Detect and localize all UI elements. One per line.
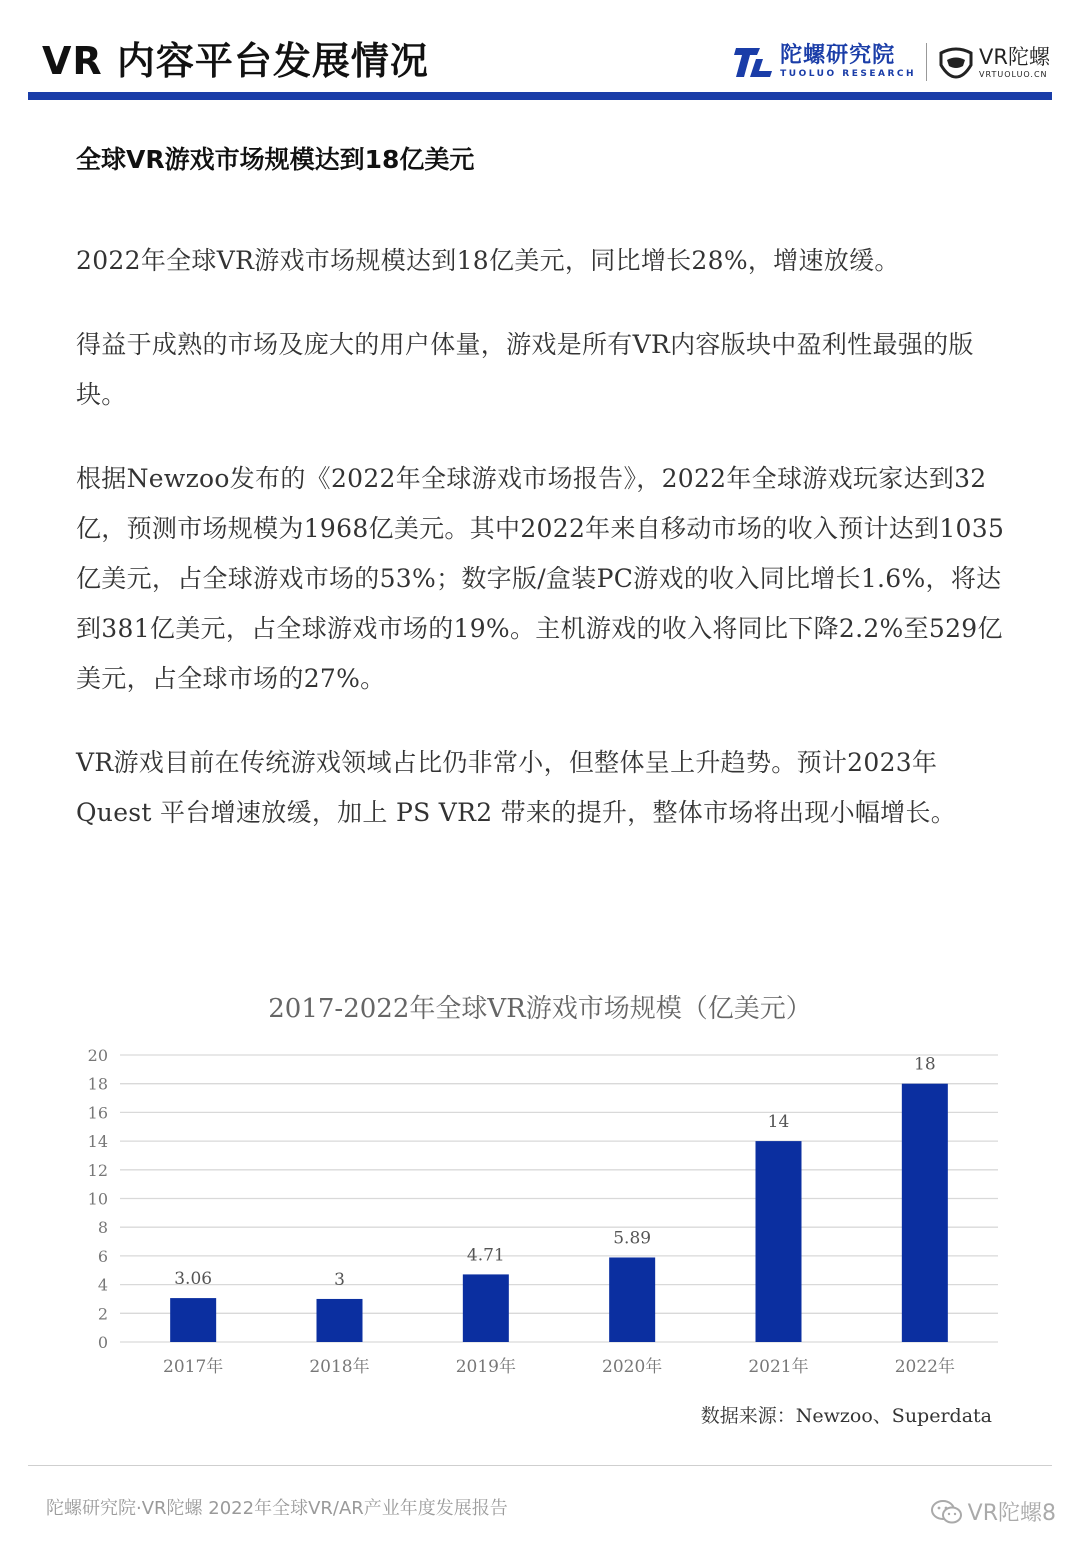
tuoluo-logo-cn: 陀螺研究院 [780, 43, 896, 68]
y-tick-label: 4 [97, 1275, 108, 1295]
bar-2021年 [756, 1141, 802, 1342]
y-tick-label: 18 [87, 1074, 108, 1094]
bar-value-label: 18 [914, 1054, 936, 1075]
chart-labels [88, 1046, 955, 1377]
y-tick-label: 6 [97, 1246, 108, 1266]
footer-rule [28, 1465, 1052, 1466]
wechat-account[interactable] [930, 1496, 1056, 1527]
page-title: VR 内容平台发展情况 [42, 39, 429, 83]
bar-2022年 [902, 1084, 948, 1342]
bar-chart-svg [60, 985, 1020, 1395]
chart-bars [170, 1084, 948, 1342]
x-tick-label: 2018年 [309, 1357, 370, 1377]
y-tick-label: 16 [87, 1103, 108, 1123]
bar-value-label: 5.89 [613, 1228, 652, 1249]
y-tick-label: 10 [87, 1189, 108, 1209]
page-header [0, 0, 1080, 105]
vrtuoluo-logo-en: VRTUOLUO.CN [979, 69, 1048, 79]
bar-value-label: 14 [767, 1112, 790, 1133]
vrtuoluo-logo-cn: VR陀螺 [979, 44, 1050, 69]
tuoluo-logo-en: TUOLUO RESEARCH [780, 69, 917, 79]
vrtuoluo-logo [937, 43, 1050, 81]
bar-2017年 [170, 1298, 216, 1342]
bar-2020年 [609, 1257, 655, 1342]
x-tick-label: 2022年 [894, 1357, 955, 1377]
paragraph-2: 得益于成熟的市场及庞大的用户体量，游戏是所有VR内容版块中盈利性最强的版块。 [76, 330, 974, 409]
chart-title: 2017-2022年全球VR游戏市场规模（亿美元） [268, 994, 812, 1024]
bar-chart [60, 985, 1020, 1435]
y-tick-label: 14 [87, 1132, 108, 1152]
bar-value-label: 3.06 [174, 1269, 213, 1290]
wechat-label: VR陀螺8 [967, 1501, 1056, 1526]
y-tick-label: 2 [97, 1304, 108, 1324]
x-tick-label: 2021年 [748, 1357, 809, 1377]
logo-group [734, 38, 1050, 86]
footer-text: 陀螺研究院·VR陀螺 2022年全球VR/AR产业年度发展报告 [46, 1498, 508, 1519]
section-heading: 全球VR游戏市场规模达到18亿美元 [76, 145, 475, 174]
wechat-icon [930, 1499, 964, 1525]
bar-value-label: 3 [334, 1269, 345, 1290]
x-tick-label: 2017年 [163, 1357, 224, 1377]
logo-divider [926, 43, 927, 81]
bar-value-label: 4.71 [466, 1245, 505, 1266]
y-tick-label: 12 [87, 1160, 108, 1180]
vr-headset-icon [937, 43, 975, 81]
x-tick-label: 2020年 [602, 1357, 663, 1377]
header-rule [28, 92, 1052, 100]
main-content [76, 140, 1016, 872]
bar-2019年 [463, 1274, 509, 1342]
paragraph-4: VR游戏目前在传统游戏领域占比仍非常小，但整体呈上升趋势。预计2023年 Quest 平台增速放缓，加上 PS VR2 带来的提升，整体市场将出现小幅增长。 [76, 748, 957, 827]
tuoluo-research-logo [734, 44, 916, 80]
x-tick-label: 2019年 [455, 1357, 516, 1377]
y-tick-label: 0 [97, 1333, 108, 1352]
bar-2018年 [317, 1299, 363, 1342]
y-tick-label: 8 [97, 1218, 108, 1238]
y-tick-label: 20 [87, 1046, 108, 1065]
tuoluo-logo-icon [734, 44, 774, 80]
paragraph-3: 根据Newzoo发布的《2022年全球游戏市场报告》，2022年全球游戏玩家达到32亿，预测市场规模为1968亿美元。其中2022年来自移动市场的收入预计达到1035亿美元，占全球游戏市场的53%；数字版/盒装PC游戏的收入同比增长1.6%，将达到381亿美元，占全球游戏市场的19%。主机游戏的收入将同比下降2.2%至529亿美元，占全球市场的27%。 [76, 464, 1005, 693]
chart-grid [120, 1055, 998, 1342]
paragraph-1: 2022年全球VR游戏市场规模达到18亿美元，同比增长28%，增速放缓。 [76, 246, 900, 275]
source-note: 数据来源：Newzoo、Superdata [700, 1405, 992, 1427]
